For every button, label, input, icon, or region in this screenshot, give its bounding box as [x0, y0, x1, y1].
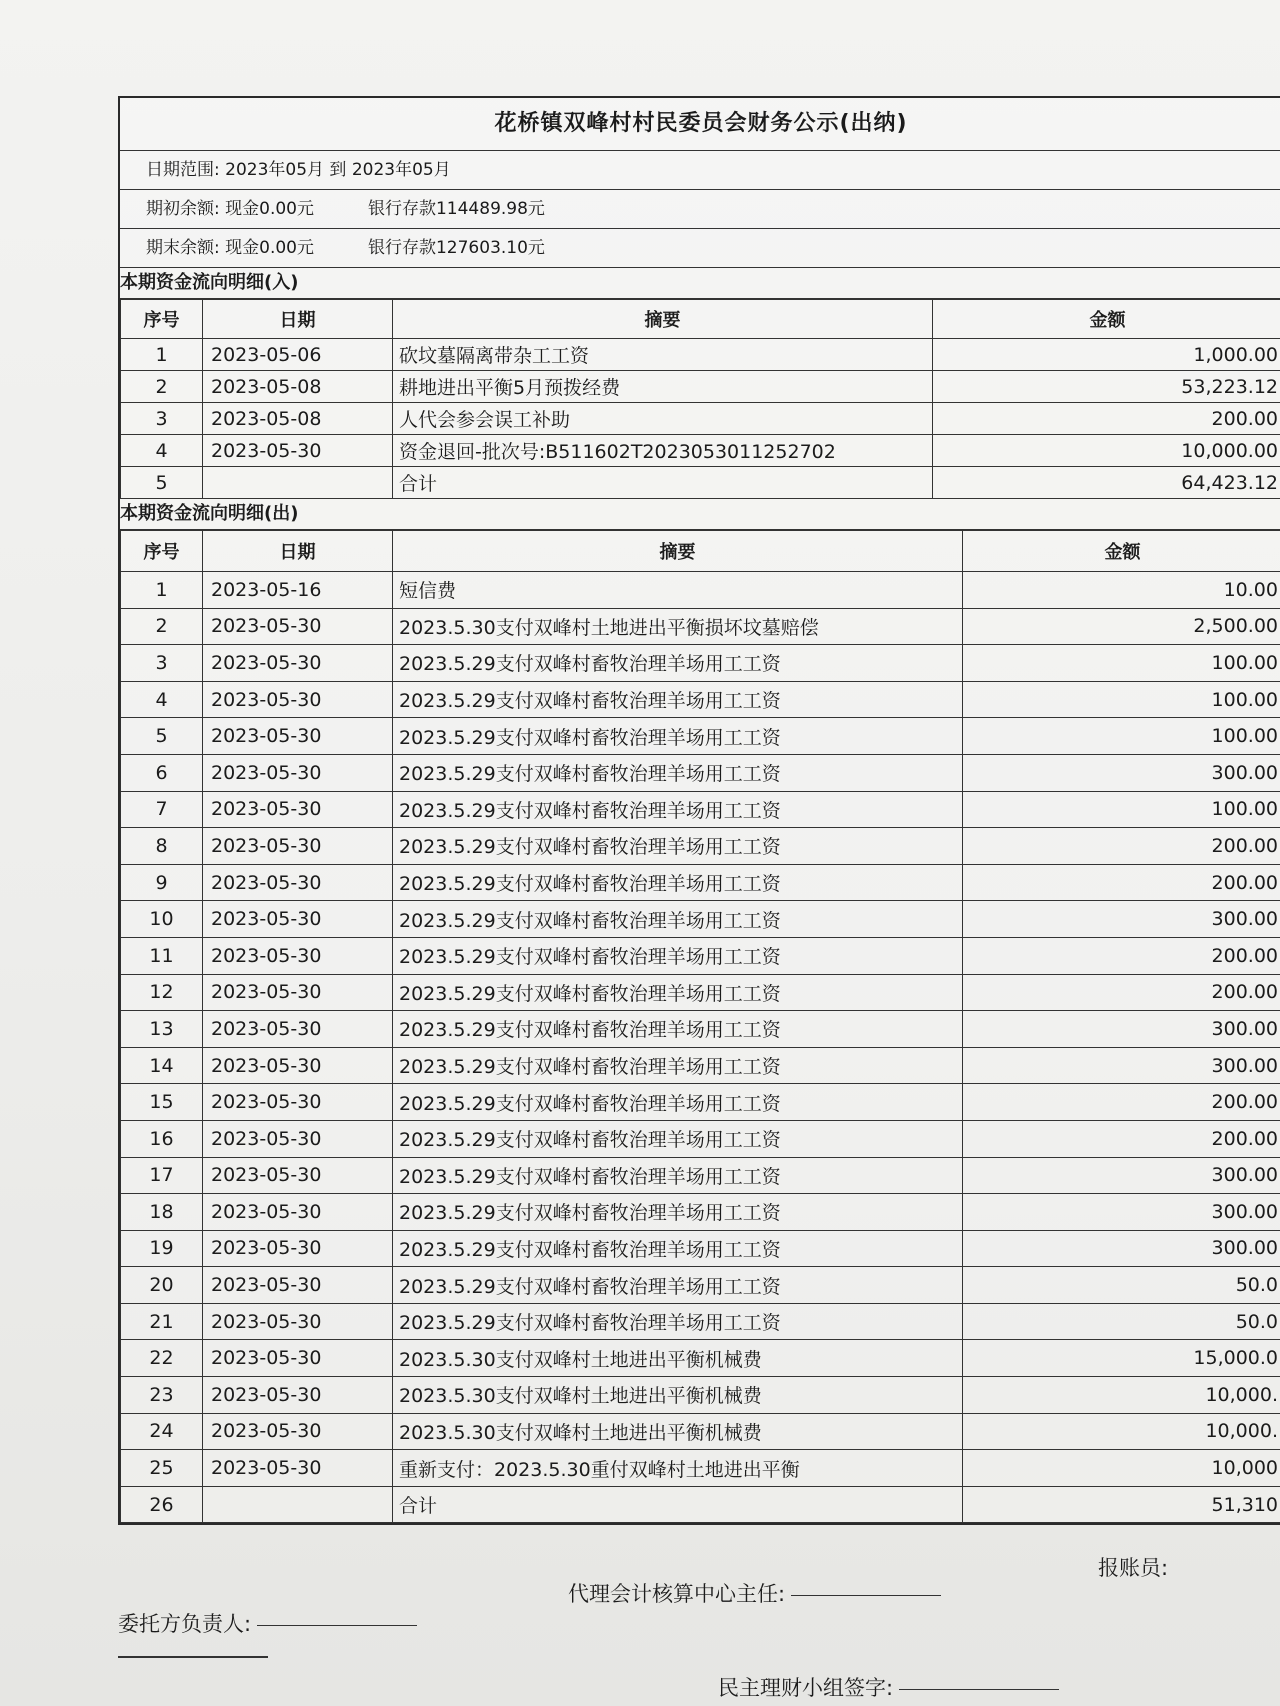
outflow-cell-seq: 22 [121, 1340, 203, 1377]
outflow-cell-seq: 6 [121, 754, 203, 791]
outflow-cell-amount: 10,000. [963, 1377, 1280, 1414]
center-director-sign [568, 1578, 941, 1608]
outflow-cell-summary: 2023.5.29支付双峰村畜牧治理羊场用工工资 [393, 828, 963, 865]
outflow-row [121, 791, 1280, 828]
inflow-table [120, 299, 1280, 499]
outflow-cell-seq: 9 [121, 864, 203, 901]
outflow-cell-seq: 14 [121, 1047, 203, 1084]
outflow-row [121, 1120, 1280, 1157]
inflow-cell-date: 2023-05-06 [203, 339, 393, 371]
outflow-row [121, 974, 1280, 1011]
outflow-cell-amount: 50.0 [963, 1267, 1280, 1304]
inflow-cell-seq: 2 [121, 371, 203, 403]
outflow-section-title: 本期资金流向明细(出) [120, 499, 1280, 530]
inflow-row [121, 467, 1280, 499]
outflow-cell-amount: 100.00 [963, 645, 1280, 682]
outflow-cell-amount: 2,500.00 [963, 608, 1280, 645]
center-director-label: 代理会计核算中心主任: [568, 1582, 786, 1606]
outflow-cell-seq: 12 [121, 974, 203, 1011]
outflow-cell-date: 2023-05-30 [203, 1230, 393, 1267]
outflow-cell-seq: 16 [121, 1120, 203, 1157]
inflow-row [121, 435, 1280, 467]
outflow-cell-amount: 100.00 [963, 718, 1280, 755]
outflow-cell-seq: 24 [121, 1413, 203, 1450]
outflow-cell-amount: 300.00 [963, 1047, 1280, 1084]
inflow-section-title: 本期资金流向明细(入) [120, 268, 1280, 299]
group-sign-line [899, 1688, 1059, 1690]
outflow-cell-summary: 2023.5.29支付双峰村畜牧治理羊场用工工资 [393, 1267, 963, 1304]
inflow-cell-amount: 1,000.00 [933, 339, 1280, 371]
outflow-cell-date: 2023-05-30 [203, 1157, 393, 1194]
outflow-cell-amount: 200.00 [963, 828, 1280, 865]
date-range [120, 151, 1280, 190]
outflow-cell-date: 2023-05-30 [203, 828, 393, 865]
signature-footer [118, 1552, 1280, 1706]
outflow-cell-seq: 5 [121, 718, 203, 755]
outflow-row [121, 1047, 1280, 1084]
outflow-cell-amount: 10.00 [963, 572, 1280, 609]
report-title: 花桥镇双峰村村民委员会财务公示(出纳) [120, 98, 1280, 151]
outflow-cell-summary: 2023.5.29支付双峰村畜牧治理羊场用工工资 [393, 1047, 963, 1084]
outflow-cell-summary: 2023.5.30支付双峰村土地进出平衡机械费 [393, 1377, 963, 1414]
closing-bank: 银行存款127603.10元 [367, 238, 545, 258]
outflow-cell-date: 2023-05-30 [203, 937, 393, 974]
outflow-cell-date: 2023-05-30 [203, 1011, 393, 1048]
outflow-row [121, 901, 1280, 938]
outflow-cell-summary: 2023.5.29支付双峰村畜牧治理羊场用工工资 [393, 1120, 963, 1157]
outflow-header-summary: 摘要 [393, 531, 963, 572]
outflow-cell-summary: 2023.5.29支付双峰村畜牧治理羊场用工工资 [393, 681, 963, 718]
outflow-cell-date: 2023-05-30 [203, 681, 393, 718]
outflow-cell-amount: 300.00 [963, 1011, 1280, 1048]
principal-line [257, 1624, 417, 1626]
outflow-cell-date: 2023-05-16 [203, 572, 393, 609]
outflow-cell-seq: 2 [121, 608, 203, 645]
outflow-row [121, 1340, 1280, 1377]
outflow-cell-date: 2023-05-30 [203, 1450, 393, 1487]
outflow-row [121, 1377, 1280, 1414]
outflow-cell-date: 2023-05-30 [203, 1084, 393, 1121]
inflow-header-row [121, 300, 1280, 339]
outflow-cell-summary: 2023.5.30支付双峰村土地进出平衡机械费 [393, 1413, 963, 1450]
inflow-row [121, 371, 1280, 403]
outflow-cell-date: 2023-05-30 [203, 1267, 393, 1304]
inflow-cell-date: 2023-05-30 [203, 435, 393, 467]
outflow-cell-summary: 2023.5.29支付双峰村畜牧治理羊场用工工资 [393, 1011, 963, 1048]
outflow-cell-seq: 1 [121, 572, 203, 609]
outflow-cell-date: 2023-05-30 [203, 864, 393, 901]
outflow-cell-date: 2023-05-30 [203, 1413, 393, 1450]
inflow-cell-amount: 200.00 [933, 403, 1280, 435]
outflow-cell-summary: 2023.5.29支付双峰村畜牧治理羊场用工工资 [393, 937, 963, 974]
outflow-row [121, 681, 1280, 718]
outflow-cell-amount: 200.00 [963, 937, 1280, 974]
outflow-cell-date: 2023-05-30 [203, 1303, 393, 1340]
outflow-cell-seq: 13 [121, 1011, 203, 1048]
outflow-cell-amount: 200.00 [963, 1120, 1280, 1157]
inflow-cell-seq: 1 [121, 339, 203, 371]
outflow-row [121, 1413, 1280, 1450]
outflow-cell-seq: 7 [121, 791, 203, 828]
outflow-cell-seq: 21 [121, 1303, 203, 1340]
outflow-cell-amount: 300.00 [963, 754, 1280, 791]
outflow-cell-date: 2023-05-30 [203, 608, 393, 645]
outflow-cell-date: 2023-05-30 [203, 1340, 393, 1377]
outflow-row [121, 572, 1280, 609]
inflow-cell-summary: 耕地进出平衡5月预拨经费 [393, 371, 933, 403]
outflow-cell-amount: 100.00 [963, 681, 1280, 718]
outflow-cell-date: 2023-05-30 [203, 1194, 393, 1231]
outflow-cell-amount: 200.00 [963, 974, 1280, 1011]
outflow-cell-seq: 10 [121, 901, 203, 938]
outflow-cell-seq: 11 [121, 937, 203, 974]
outflow-cell-seq: 15 [121, 1084, 203, 1121]
inflow-cell-date: 2023-05-08 [203, 403, 393, 435]
outflow-cell-date [203, 1486, 393, 1523]
outflow-cell-date: 2023-05-30 [203, 791, 393, 828]
outflow-cell-summary: 2023.5.29支付双峰村畜牧治理羊场用工工资 [393, 718, 963, 755]
outflow-row [121, 1303, 1280, 1340]
outflow-cell-amount: 300.00 [963, 1157, 1280, 1194]
outflow-cell-seq: 23 [121, 1377, 203, 1414]
outflow-cell-summary: 2023.5.29支付双峰村畜牧治理羊场用工工资 [393, 1303, 963, 1340]
inflow-cell-summary: 合计 [393, 467, 933, 499]
outflow-row [121, 1157, 1280, 1194]
inflow-cell-summary: 人代会参会误工补助 [393, 403, 933, 435]
inflow-cell-amount: 64,423.12 [933, 467, 1280, 499]
outflow-row [121, 1450, 1280, 1487]
inflow-cell-seq: 5 [121, 467, 203, 499]
date-range-text: 日期范围: 2023年05月 到 2023年05月 [146, 160, 451, 180]
outflow-cell-summary: 2023.5.29支付双峰村畜牧治理羊场用工工资 [393, 864, 963, 901]
outflow-cell-seq: 20 [121, 1267, 203, 1304]
outflow-cell-seq: 18 [121, 1194, 203, 1231]
report-frame [118, 96, 1280, 1525]
outflow-row [121, 645, 1280, 682]
opening-cash: 期初余额: 现金0.00元 [146, 199, 314, 219]
outflow-cell-amount: 300.00 [963, 1230, 1280, 1267]
outflow-cell-summary: 2023.5.29支付双峰村畜牧治理羊场用工工资 [393, 1157, 963, 1194]
inflow-cell-summary: 资金退回-批次号:B511602T2023053011252702 [393, 435, 933, 467]
outflow-cell-date: 2023-05-30 [203, 1047, 393, 1084]
outflow-cell-date: 2023-05-30 [203, 754, 393, 791]
outflow-row [121, 1267, 1280, 1304]
inflow-cell-summary: 砍坟墓隔离带杂工工资 [393, 339, 933, 371]
inflow-header-date: 日期 [203, 300, 393, 339]
group-sign [718, 1672, 1059, 1702]
outflow-cell-summary: 重新支付：2023.5.30重付双峰村土地进出平衡 [393, 1450, 963, 1487]
outflow-row [121, 1230, 1280, 1267]
outflow-row [121, 1194, 1280, 1231]
outflow-cell-seq: 25 [121, 1450, 203, 1487]
group-sign-label: 民主理财小组签字: [718, 1676, 894, 1700]
center-director-line [791, 1594, 941, 1596]
outflow-cell-amount: 51,310 [963, 1486, 1280, 1523]
divider-line [118, 1656, 268, 1658]
outflow-cell-seq: 3 [121, 645, 203, 682]
closing-balance [120, 229, 1280, 268]
outflow-cell-summary: 2023.5.29支付双峰村畜牧治理羊场用工工资 [393, 754, 963, 791]
outflow-cell-summary: 2023.5.30支付双峰村土地进出平衡损坏坟墓赔偿 [393, 608, 963, 645]
outflow-cell-summary: 2023.5.29支付双峰村畜牧治理羊场用工工资 [393, 791, 963, 828]
outflow-cell-summary: 短信费 [393, 572, 963, 609]
outflow-row [121, 1011, 1280, 1048]
principal-label: 委托方负责人: [118, 1612, 252, 1636]
outflow-cell-amount: 200.00 [963, 864, 1280, 901]
outflow-cell-amount: 100.00 [963, 791, 1280, 828]
reporter-label: 报账员: [1098, 1556, 1169, 1580]
inflow-row [121, 339, 1280, 371]
outflow-cell-seq: 4 [121, 681, 203, 718]
outflow-cell-summary: 2023.5.29支付双峰村畜牧治理羊场用工工资 [393, 1230, 963, 1267]
outflow-cell-date: 2023-05-30 [203, 1377, 393, 1414]
outflow-row [121, 1084, 1280, 1121]
outflow-cell-summary: 合计 [393, 1486, 963, 1523]
outflow-cell-summary: 2023.5.29支付双峰村畜牧治理羊场用工工资 [393, 974, 963, 1011]
opening-bank: 银行存款114489.98元 [367, 199, 545, 219]
inflow-cell-date [203, 467, 393, 499]
outflow-cell-amount: 300.00 [963, 901, 1280, 938]
inflow-header-amount: 金额 [933, 300, 1280, 339]
outflow-cell-date: 2023-05-30 [203, 645, 393, 682]
opening-balance [120, 190, 1280, 229]
outflow-row [121, 864, 1280, 901]
inflow-cell-amount: 10,000.00 [933, 435, 1280, 467]
outflow-cell-amount: 300.00 [963, 1194, 1280, 1231]
outflow-header-amount: 金额 [963, 531, 1280, 572]
inflow-header-summary: 摘要 [393, 300, 933, 339]
outflow-cell-summary: 2023.5.29支付双峰村畜牧治理羊场用工工资 [393, 1084, 963, 1121]
inflow-cell-seq: 3 [121, 403, 203, 435]
outflow-header-seq: 序号 [121, 531, 203, 572]
outflow-row [121, 1486, 1280, 1523]
outflow-cell-seq: 17 [121, 1157, 203, 1194]
outflow-cell-amount: 10,000 [963, 1450, 1280, 1487]
outflow-row [121, 718, 1280, 755]
outflow-cell-amount: 50.0 [963, 1303, 1280, 1340]
inflow-cell-date: 2023-05-08 [203, 371, 393, 403]
outflow-cell-date: 2023-05-30 [203, 974, 393, 1011]
outflow-row [121, 754, 1280, 791]
inflow-cell-seq: 4 [121, 435, 203, 467]
principal-sign [118, 1608, 417, 1638]
outflow-cell-amount: 200.00 [963, 1084, 1280, 1121]
outflow-cell-seq: 19 [121, 1230, 203, 1267]
outflow-cell-seq: 8 [121, 828, 203, 865]
outflow-cell-date: 2023-05-30 [203, 1120, 393, 1157]
outflow-table [120, 530, 1280, 1523]
outflow-cell-date: 2023-05-30 [203, 901, 393, 938]
outflow-cell-summary: 2023.5.29支付双峰村畜牧治理羊场用工工资 [393, 1194, 963, 1231]
outflow-header-date: 日期 [203, 531, 393, 572]
outflow-row [121, 937, 1280, 974]
outflow-cell-summary: 2023.5.30支付双峰村土地进出平衡机械费 [393, 1340, 963, 1377]
outflow-cell-amount: 15,000.0 [963, 1340, 1280, 1377]
inflow-header-seq: 序号 [121, 300, 203, 339]
outflow-cell-seq: 26 [121, 1486, 203, 1523]
outflow-cell-summary: 2023.5.29支付双峰村畜牧治理羊场用工工资 [393, 645, 963, 682]
outflow-cell-summary: 2023.5.29支付双峰村畜牧治理羊场用工工资 [393, 901, 963, 938]
outflow-header-row [121, 531, 1280, 572]
inflow-cell-amount: 53,223.12 [933, 371, 1280, 403]
outflow-row [121, 828, 1280, 865]
outflow-cell-amount: 10,000. [963, 1413, 1280, 1450]
outflow-cell-date: 2023-05-30 [203, 718, 393, 755]
outflow-row [121, 608, 1280, 645]
inflow-row [121, 403, 1280, 435]
closing-cash: 期末余额: 现金0.00元 [146, 238, 314, 258]
